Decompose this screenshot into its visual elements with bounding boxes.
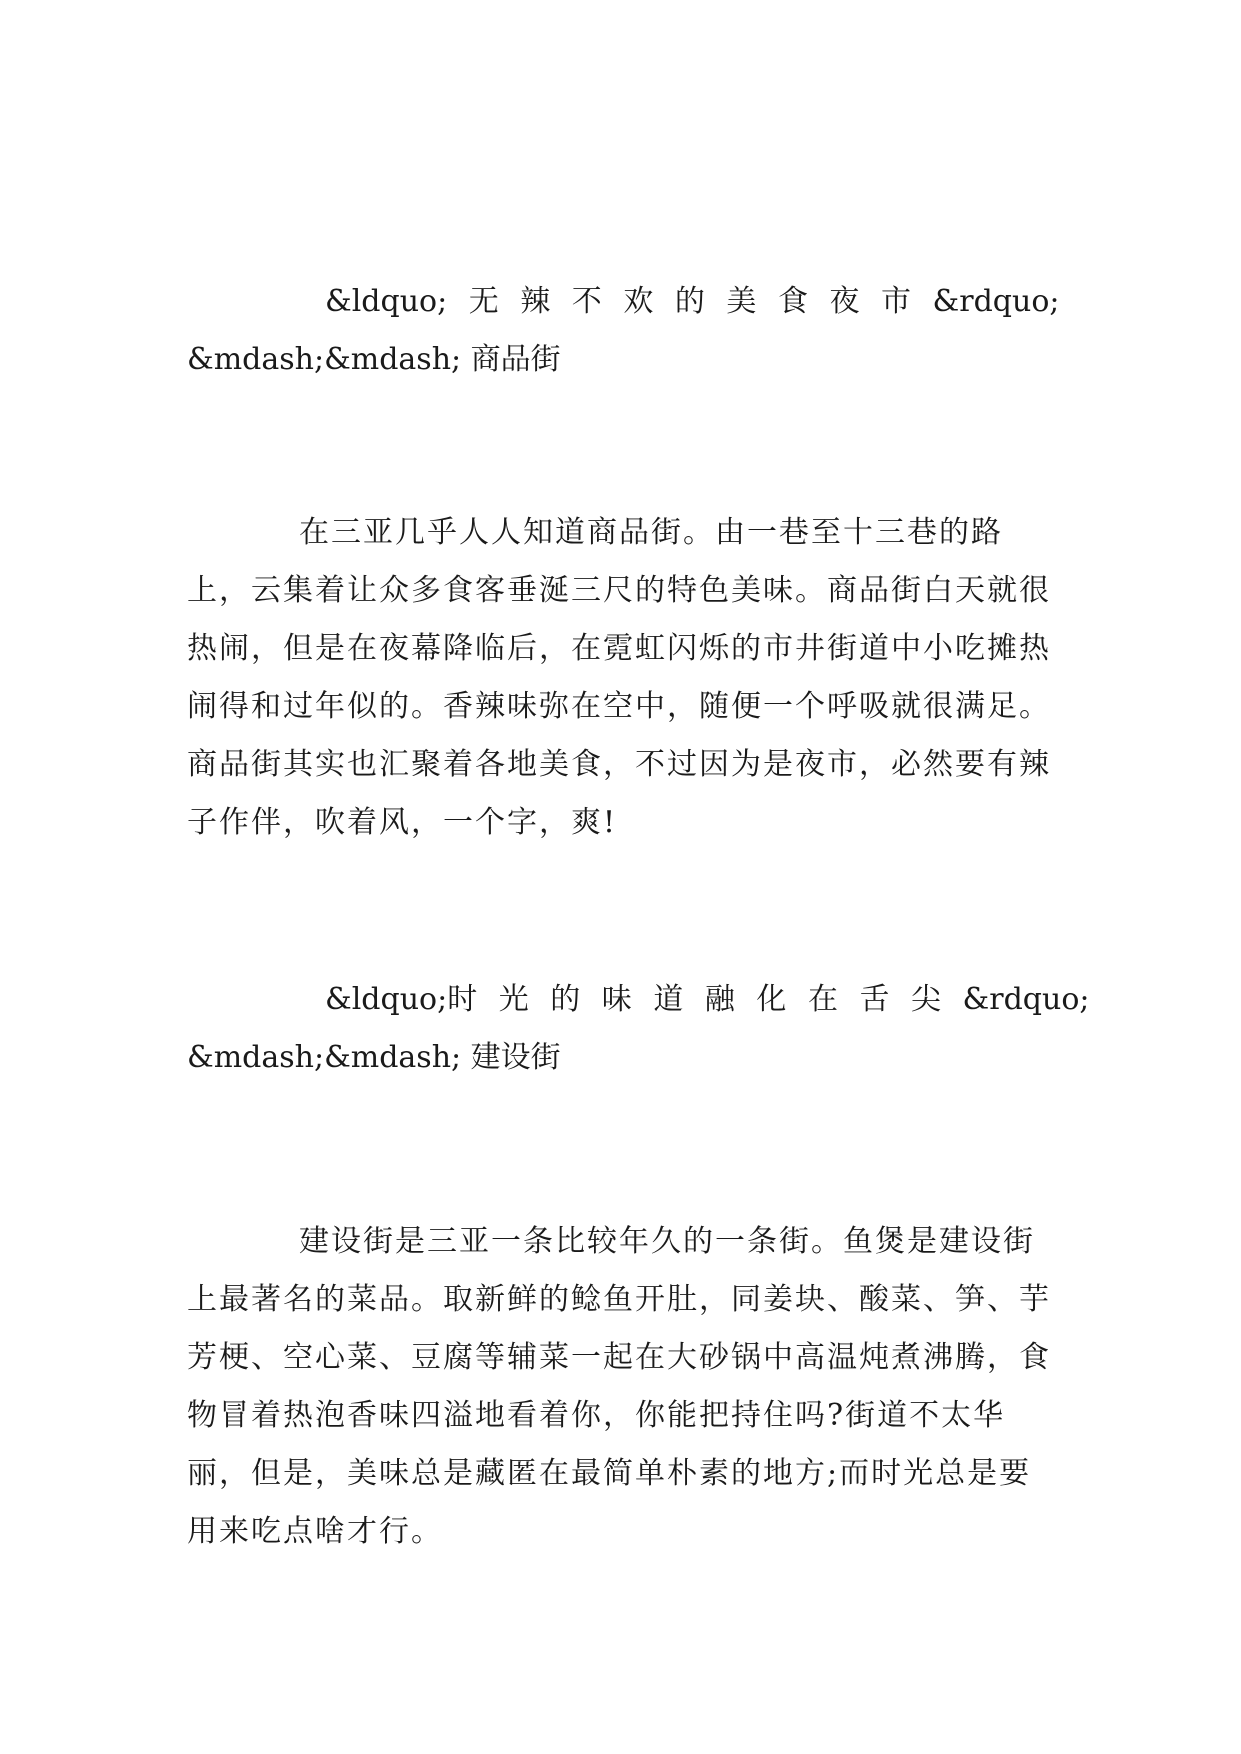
section-1-heading-line-2: &mdash;&mdash; 商品街 [187,342,561,377]
section-2-heading-line-1: &ldquo;时 光 的 味 道 融 化 在 舌 尖 &rdquo; [325,982,1090,1017]
section-1-paragraph: 在三亚几乎人人知道商品街。由一巷至十三巷的路上，云集着让众多食客垂涎三尺的特色美味。商品街白天就很热闹，但是在夜幕降临后，在霓虹闪烁的市井街道中小吃摊热闹得和过年似的。香辣味弥在空中，随便一个呼吸就很满足。商品街其实也汇聚着各地美食，不过因为是夜市，必然要有辣子作伴，吹着风，一个字，爽! [187,515,1051,840]
section-2-heading-line-2: &mdash;&mdash; 建设街 [187,1040,561,1075]
section-2-paragraph: 建设街是三亚一条比较年久的一条街。鱼煲是建设街上最著名的菜品。取新鲜的鲶鱼开肚，同姜块、酸菜、笋、芋芳梗、空心菜、豆腐等辅菜一起在大砂锅中高温炖煮沸腾，食物冒着热泡香味四溢地看着你，你能把持住吗?街道不太华丽，但是，美味总是藏匿在最简单朴素的地方;而时光总是要用来吃点啥才行。 [187,1224,1051,1549]
section-1-heading-line-1: &ldquo; 无 辣 不 欢 的 美 食 夜 市 &rdquo; [325,284,1060,319]
